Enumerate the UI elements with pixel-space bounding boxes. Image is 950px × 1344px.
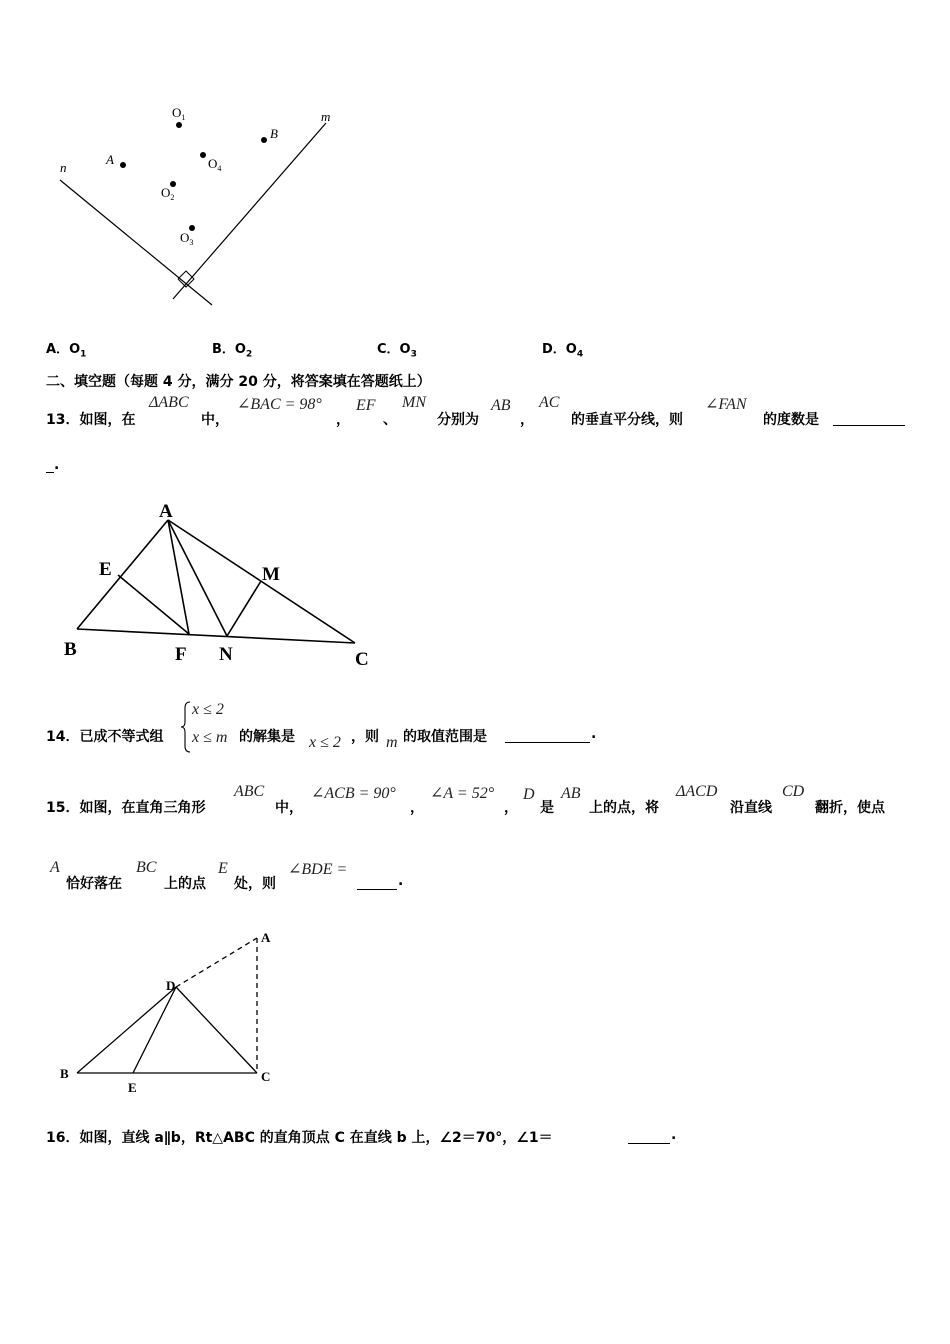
q15-tail: . bbox=[398, 873, 404, 889]
point-o3 bbox=[189, 225, 195, 231]
q15-text-6: 沿直线 bbox=[730, 800, 772, 816]
label-m: m bbox=[321, 109, 331, 124]
q14-brace bbox=[180, 700, 192, 754]
label-o1: $O_1$ bbox=[172, 105, 186, 122]
label-a: A bbox=[159, 501, 173, 522]
label-a: A bbox=[261, 930, 271, 945]
option-c[interactable]: C．$O_3$ bbox=[377, 342, 417, 360]
q13-text-3: 、 bbox=[383, 412, 397, 428]
segment-bd bbox=[77, 987, 176, 1073]
q15-text-9: 上的点 bbox=[164, 876, 206, 892]
q13-answer-blank[interactable] bbox=[833, 411, 905, 426]
q15-math-a2: A bbox=[50, 859, 60, 876]
q13-figure bbox=[55, 495, 385, 675]
q15-figure bbox=[55, 925, 295, 1100]
q16-text: 16．如图，直线 a∥b，Rt△ABC 的直角顶点 C 在直线 b 上，∠2＝70°，∠1＝ bbox=[46, 1130, 553, 1146]
point-o1 bbox=[176, 122, 182, 128]
q15-text-7: 翻折，使点 bbox=[815, 800, 885, 816]
q13-text-5: ， bbox=[520, 412, 534, 428]
label-d: D bbox=[166, 978, 176, 993]
segment-ef bbox=[118, 575, 189, 634]
q15-text-8: 恰好落在 bbox=[66, 876, 122, 892]
label-o2: $O_2$ bbox=[161, 185, 175, 202]
q15-text-10: 处，则 bbox=[234, 876, 276, 892]
q15-text-4: 是 bbox=[540, 800, 554, 816]
q13-text-7: 的度数是 bbox=[763, 412, 819, 428]
label-m: M bbox=[262, 564, 280, 585]
label-e: E bbox=[99, 559, 112, 580]
q14-text-2: ，则 bbox=[351, 729, 379, 745]
segment-ab bbox=[77, 520, 168, 629]
q15-text-3: ， bbox=[504, 800, 518, 816]
q13-math-ab: AB bbox=[491, 397, 511, 414]
point-b bbox=[261, 137, 267, 143]
option-b[interactable]: B．$O_2$ bbox=[212, 342, 253, 360]
q13-math-mn: MN bbox=[402, 394, 426, 411]
segment-dc bbox=[176, 987, 257, 1073]
q13-math-ef: EF bbox=[356, 397, 376, 414]
label-f: F bbox=[175, 644, 187, 665]
segment-af bbox=[168, 520, 189, 634]
q13-text-6: 的垂直平分线，则 bbox=[571, 412, 683, 428]
q15-math-ab: AB bbox=[561, 785, 581, 802]
q15-text-2: ， bbox=[410, 800, 424, 816]
q15-math-acd: ΔACD bbox=[676, 783, 718, 800]
segment-an bbox=[168, 520, 227, 636]
q14-num: 14．已成不等式组 bbox=[46, 729, 164, 745]
q13-text-2: ， bbox=[336, 412, 350, 428]
q16-answer-blank[interactable] bbox=[628, 1129, 670, 1144]
q14-tail: . bbox=[591, 726, 597, 742]
q15-math-e: E bbox=[218, 860, 228, 877]
q14-text-1: 的解集是 bbox=[239, 729, 295, 745]
option-a[interactable]: A．$O_1$ bbox=[46, 342, 87, 360]
q15-answer-blank[interactable] bbox=[357, 875, 397, 890]
q13-text-1: 中， bbox=[201, 412, 229, 428]
section-title: 二、填空题（每题 4 分，满分 20 分，将答案填在答题纸上） bbox=[46, 374, 431, 390]
q15-text-5: 上的点，将 bbox=[589, 800, 659, 816]
q15-math-bc: BC bbox=[136, 859, 157, 876]
segment-da-dashed bbox=[176, 938, 257, 987]
q16-tail: . bbox=[671, 1127, 677, 1143]
segment-bc bbox=[77, 629, 355, 643]
line-m bbox=[173, 123, 326, 299]
option-d[interactable]: D．$O_4$ bbox=[542, 342, 584, 360]
q12-figure bbox=[40, 98, 360, 313]
q13-math-abc: ΔABC bbox=[149, 394, 189, 411]
q14-text-3: 的取值范围是 bbox=[403, 729, 487, 745]
point-a bbox=[120, 162, 126, 168]
label-o3: $O_3$ bbox=[180, 230, 194, 247]
q15-math-abc: ABC bbox=[234, 783, 265, 800]
segment-de bbox=[133, 987, 176, 1073]
label-c: C bbox=[261, 1069, 271, 1084]
label-b: B bbox=[64, 639, 77, 660]
segment-mn bbox=[227, 581, 261, 636]
q13-math-bac: ∠BAC = 98° bbox=[237, 396, 322, 413]
q14-system-1: x ≤ 2 bbox=[192, 701, 224, 718]
label-b: B bbox=[60, 1066, 69, 1081]
label-b: B bbox=[270, 126, 278, 141]
q15-num: 15．如图，在直角三角形 bbox=[46, 800, 206, 816]
q13-text-4: 分别为 bbox=[437, 412, 479, 428]
q15-math-acb: ∠ACB = 90° bbox=[311, 785, 396, 802]
q13-math-fan: ∠FAN bbox=[705, 396, 747, 413]
q13-answer-blank-cont[interactable] bbox=[46, 458, 54, 473]
q13-num: 13．如图，在 bbox=[46, 412, 136, 428]
label-n: n bbox=[60, 160, 67, 175]
q15-math-cd: CD bbox=[782, 783, 805, 800]
q14-math-m: m bbox=[386, 734, 398, 751]
q14-answer-blank[interactable] bbox=[505, 728, 590, 743]
point-o2 bbox=[170, 181, 176, 187]
label-o4: $O_4$ bbox=[208, 156, 222, 173]
label-n: N bbox=[219, 644, 233, 665]
q14-math-solution: x ≤ 2 bbox=[309, 734, 341, 751]
q13-math-ac: AC bbox=[539, 394, 560, 411]
label-c: C bbox=[355, 649, 369, 670]
q15-text-1: 中， bbox=[275, 800, 303, 816]
point-o4 bbox=[200, 152, 206, 158]
label-a: A bbox=[106, 152, 114, 167]
q14-system-2: x ≤ m bbox=[192, 729, 228, 746]
q15-math-bde: ∠BDE = bbox=[288, 861, 348, 878]
q15-math-a: ∠A = 52° bbox=[430, 785, 495, 802]
q12-options bbox=[46, 338, 746, 360]
label-e: E bbox=[128, 1080, 137, 1095]
q13-tail: . bbox=[54, 457, 60, 473]
q15-math-d: D bbox=[523, 786, 535, 803]
